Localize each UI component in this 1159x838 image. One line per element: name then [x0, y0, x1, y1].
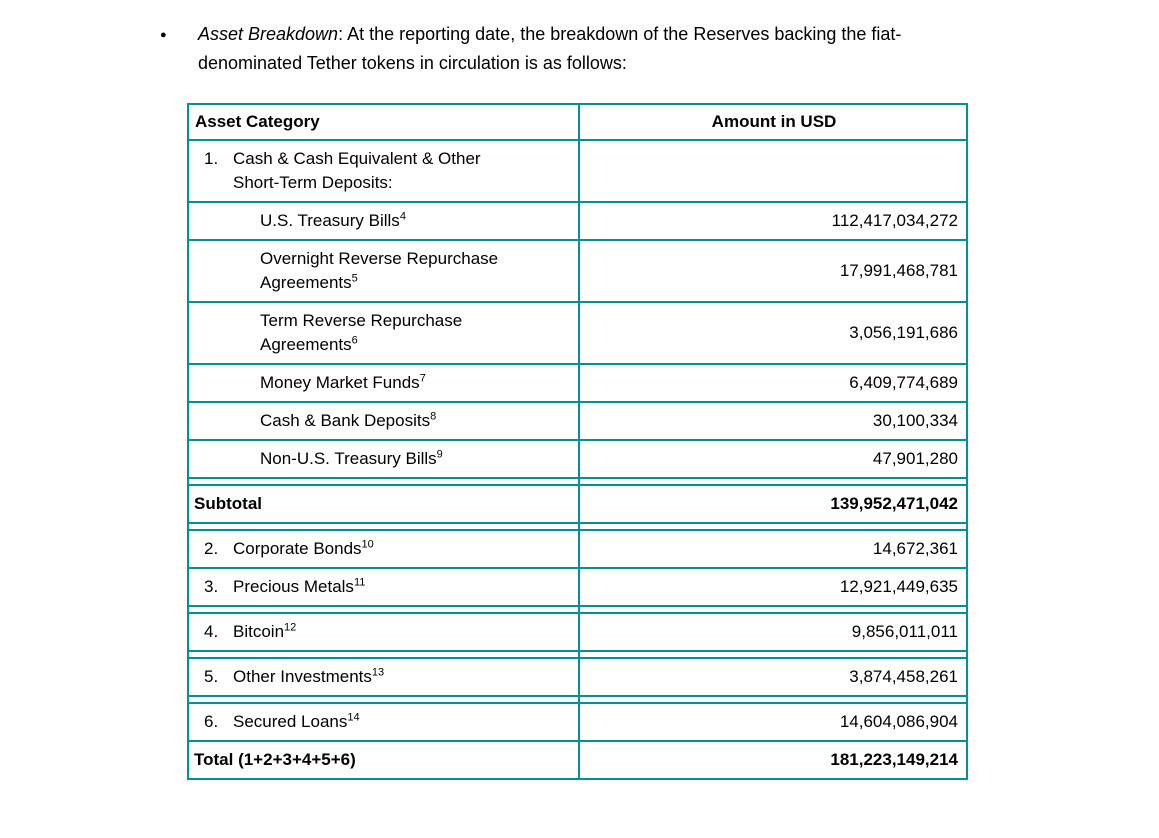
row-number: 2.	[204, 539, 219, 558]
asset-category-cell	[189, 141, 578, 201]
asset-category-cell	[189, 241, 578, 301]
row-number: 5.	[204, 667, 219, 686]
amount-cell: 6,409,774,689	[849, 373, 958, 392]
amount-cell: 12,921,449,635	[839, 577, 958, 596]
asset-label: Subtotal	[194, 494, 262, 513]
asset-category-cell	[189, 486, 578, 522]
amount-cell: 112,417,034,272	[831, 211, 958, 230]
asset-label: Precious Metals$^{11}$	[233, 576, 366, 596]
amount-cell: 17,991,468,781	[839, 261, 958, 280]
asset-label: Secured Loans$^{14}$	[233, 711, 360, 731]
asset-label: Overnight Reverse Repurchase Agreements$^5$	[260, 249, 499, 292]
asset-category-cell	[189, 365, 578, 401]
intro-line-2: denominated Tether tokens in circulation is as follows:	[198, 53, 627, 73]
row-number: 1.	[204, 149, 219, 168]
amount-cell: 3,056,191,686	[849, 323, 958, 342]
column-header-amount: Amount in USD	[711, 112, 837, 131]
amount-cell	[578, 141, 966, 201]
asset-category-cell	[189, 742, 578, 778]
footnote-ref: 13	[371, 666, 385, 679]
asset-breakdown-table	[187, 103, 968, 780]
footnote-ref: 10	[361, 538, 374, 551]
asset-label: Money Market Funds$^7$	[260, 372, 426, 392]
footnote-ref: 7	[419, 372, 426, 385]
footnote-ref: 8	[430, 410, 437, 423]
amount-cell: 47,901,280	[872, 449, 958, 468]
asset-label: U.S. Treasury Bills$^4$	[260, 210, 406, 230]
column-divider	[578, 105, 580, 778]
row-number: 6.	[204, 712, 219, 731]
row-number: 4.	[204, 622, 219, 641]
amount-cell: 30,100,334	[872, 411, 958, 430]
asset-label: Total (1+2+3+4+5+6)	[194, 750, 356, 769]
bullet-icon: ●	[160, 29, 167, 41]
row-number: 3.	[204, 577, 219, 596]
asset-category-cell	[189, 441, 578, 477]
column-header-asset-category: Asset Category	[195, 112, 320, 131]
footnote-ref: 4	[399, 210, 406, 223]
amount-cell: 9,856,011,011	[851, 622, 958, 641]
amount-cell: 14,604,086,904	[839, 712, 958, 731]
intro-text	[198, 20, 901, 78]
asset-label: Bitcoin$^{12}$	[233, 621, 297, 641]
asset-category-cell	[189, 203, 578, 239]
asset-category-cell	[189, 614, 578, 650]
asset-category-cell	[189, 403, 578, 439]
intro-line-1	[198, 20, 901, 49]
asset-label: Cash & Bank Deposits$^8$	[260, 410, 437, 430]
asset-label: Cash & Cash Equivalent & Other Short-Term Deposits:	[233, 149, 481, 192]
asset-label: Non-U.S. Treasury Bills$^9$	[260, 448, 443, 468]
asset-category-cell	[189, 303, 578, 363]
intro-paragraph	[160, 20, 1090, 78]
asset-category-cell	[189, 704, 578, 740]
asset-label: Corporate Bonds$^{10}$	[233, 538, 374, 558]
asset-category-cell	[189, 569, 578, 605]
amount-cell: 181,223,149,214	[830, 750, 958, 769]
amount-cell: 139,952,471,042	[830, 494, 958, 513]
asset-label: Term Reverse Repurchase Agreements$^6$	[260, 311, 463, 354]
amount-cell: 14,672,361	[872, 539, 958, 558]
footnote-ref: 14	[347, 711, 360, 724]
footnote-ref: 12	[284, 621, 297, 634]
intro-lead-italic: Asset Breakdown	[198, 24, 339, 44]
footnote-ref: 5	[351, 272, 358, 285]
footnote-ref: 6	[351, 334, 358, 347]
asset-label: Other Investments$^{13}$	[233, 666, 385, 686]
intro-line1-rest: : At the reporting date, the breakdown of the Reserves backing the fiat-	[338, 24, 902, 44]
footnote-ref: 9	[436, 448, 443, 461]
asset-category-cell	[189, 531, 578, 567]
amount-cell: 3,874,458,261	[849, 667, 958, 686]
footnote-ref: 11	[353, 576, 366, 589]
asset-category-cell	[189, 659, 578, 695]
